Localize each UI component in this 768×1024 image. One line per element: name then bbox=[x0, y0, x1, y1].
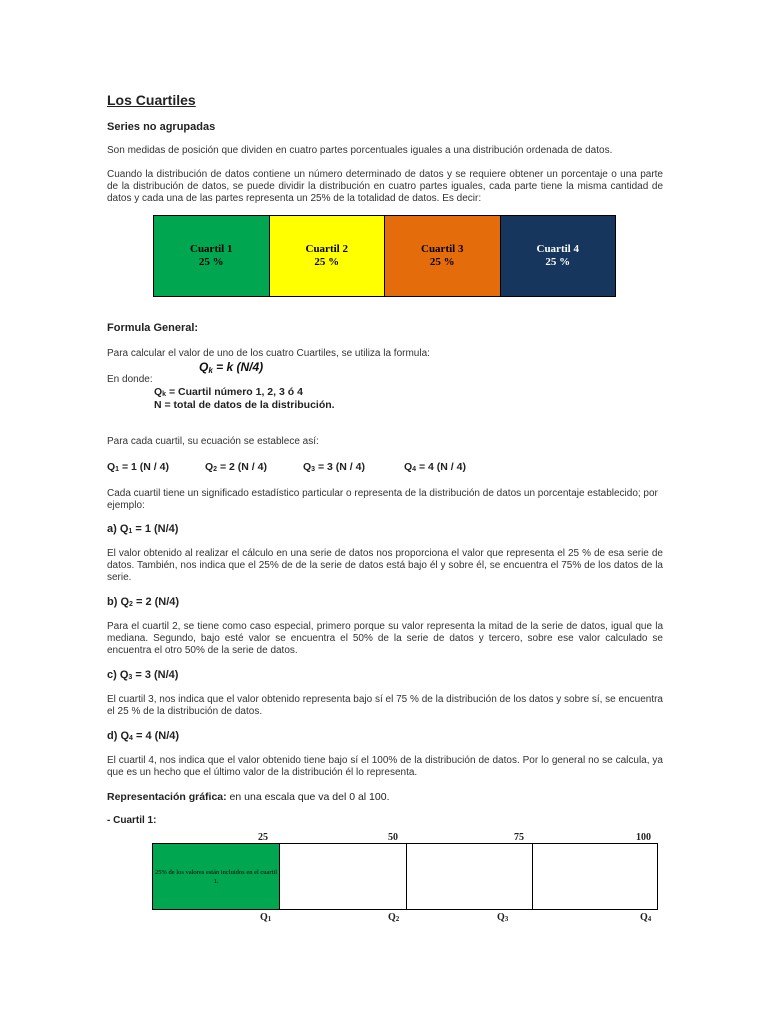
def-rest: = Cuartil número 1, 2, 3 ó 4 bbox=[166, 386, 303, 398]
eq-rest: = 2 (N / 4) bbox=[217, 461, 267, 473]
q-letter: Q bbox=[388, 912, 396, 923]
equation-q3: Q3 = 3 (N / 4) bbox=[303, 461, 365, 473]
scale-divider bbox=[279, 844, 280, 909]
scale-top-label: 75 bbox=[514, 832, 524, 843]
eq-sub: 2 bbox=[213, 466, 218, 473]
equation-q4: Q4 = 4 (N / 4) bbox=[404, 461, 466, 473]
section-d-text: El cuartil 4, nos indica que el valor obtenido tiene bajo sí el 100% de la distribución de datos. Por lo general no se calcula, ya que es un hecho que el último valor de la distribución él lo representa. bbox=[107, 755, 663, 778]
quartile-cell-4 bbox=[501, 216, 616, 296]
quartile-cell-label: Cuartil 3 bbox=[421, 243, 464, 255]
quartile-cell-pct: 25 % bbox=[545, 256, 571, 268]
def-sub: k bbox=[162, 391, 167, 398]
formula-intro: Para calcular el valor de uno de los cuatro Cuartiles, se utiliza la formula: bbox=[107, 348, 430, 359]
quartile-cell-3 bbox=[385, 216, 501, 296]
section-rest: = 1 (N/4) bbox=[132, 523, 179, 535]
meaning-paragraph: Cada cuartil tiene un significado estadístico particular o representa de la distribución de datos un porcentaje establecido; por ejemplo: bbox=[107, 488, 658, 511]
quartile-cell-pct: 25 % bbox=[429, 256, 455, 268]
intro-paragraph-1: Son medidas de posición que dividen en cuatro partes porcentuales iguales a una distribución ordenada de datos. bbox=[107, 145, 613, 156]
scale-grid bbox=[152, 843, 658, 910]
eq-rest: = 4 (N / 4) bbox=[416, 461, 466, 473]
scale-bottom-q3 bbox=[497, 912, 508, 923]
section-a-heading bbox=[107, 523, 178, 535]
section-a-text: El valor obtenido al realizar el cálculo en una serie de datos nos proporciona el valor que representa el 25 % de esa serie de datos. También, nos indica que el 25% de de la serie de datos está bajo él y sobre él, se encuentra el 75% de los datos de la serie. bbox=[107, 548, 663, 583]
quartile-cell-label: Cuartil 1 bbox=[190, 243, 233, 255]
q-letter: Q bbox=[497, 912, 505, 923]
eq-rest: = 1 (N / 4) bbox=[119, 461, 169, 473]
section-sub: 4 bbox=[129, 735, 133, 742]
quartile-cell-pct: 25 % bbox=[314, 256, 340, 268]
q-letter: Q bbox=[640, 912, 648, 923]
q-sub: 2 bbox=[395, 915, 400, 923]
quartile-cell-pct: 25 % bbox=[198, 256, 224, 268]
graph-heading: Representación gráfica: bbox=[107, 791, 227, 803]
quartile-cell-label: Cuartil 2 bbox=[305, 243, 348, 255]
scale-divider bbox=[532, 844, 533, 909]
intro-paragraph-2: Cuando la distribución de datos contiene un número determinado de datos y se requiere obtener un porcentaje o una parte de la distribución de datos, se puede dividir la distribución en cuatro partes iguales, cada parte tiene la misma cantidad de datos y cada una de las partes representa un 25% de la totalidad de datos. Es decir: bbox=[107, 169, 663, 204]
section-prefix: c) Q bbox=[107, 669, 129, 681]
graph-heading-line bbox=[107, 791, 390, 803]
formula-where: En donde: bbox=[107, 374, 153, 385]
section-subtitle: Series no agrupadas bbox=[107, 121, 216, 133]
quartile-table bbox=[153, 215, 616, 297]
section-prefix: d) Q bbox=[107, 730, 129, 742]
formula-q: Q bbox=[199, 360, 209, 374]
scale-bottom-q1 bbox=[260, 912, 271, 923]
scale-bottom-q2 bbox=[388, 912, 399, 923]
scale-divider bbox=[406, 844, 407, 909]
def-q: Q bbox=[154, 386, 163, 398]
section-rest: = 3 (N/4) bbox=[132, 669, 179, 681]
scale-bottom-q4 bbox=[640, 912, 651, 923]
formula-sub: k bbox=[208, 366, 213, 375]
quartile-1-fill bbox=[153, 844, 279, 909]
q-letter: Q bbox=[260, 912, 268, 923]
quartile-cell-1 bbox=[154, 216, 270, 296]
formula-def-2: N = total de datos de la distribución. bbox=[154, 399, 335, 411]
section-prefix: a) Q bbox=[107, 523, 129, 535]
cuartil-1-label: - Cuartil 1: bbox=[107, 815, 157, 826]
formula-def-1 bbox=[154, 386, 303, 398]
formula-heading: Formula General: bbox=[107, 322, 199, 334]
section-d-heading bbox=[107, 730, 179, 742]
section-rest: = 4 (N/4) bbox=[132, 730, 180, 742]
formula-rest: = k (N/4) bbox=[212, 360, 264, 374]
section-sub: 3 bbox=[128, 674, 133, 681]
equation-q2: Q2 = 2 (N / 4) bbox=[205, 461, 267, 473]
section-sub: 2 bbox=[129, 601, 133, 608]
eq-sub: 3 bbox=[311, 466, 316, 473]
graph-heading-rest: en una escala que va del 0 al 100. bbox=[226, 791, 390, 803]
equation-q1: Q1 = 1 (N / 4) bbox=[107, 461, 169, 473]
quartile-cell-label: Cuartil 4 bbox=[536, 243, 579, 255]
q-sub: 4 bbox=[647, 915, 652, 923]
section-sub: 1 bbox=[128, 528, 133, 535]
section-b-text: Para el cuartil 2, se tiene como caso especial, primero porque su valor representa la mitad de la serie de datos, igual que la mediana. Segundo, bajo esté valor se encuentra el 50% de la serie de datos y tercero, sobre ese valor calculado se encuentra el otro 50% de la serie de datos. bbox=[107, 621, 663, 656]
scale-top-label: 50 bbox=[388, 832, 398, 843]
quartile-cell-2 bbox=[270, 216, 386, 296]
scale-top-label: 25 bbox=[258, 832, 268, 843]
formula-main bbox=[199, 360, 263, 375]
page-title: Los Cuartiles bbox=[107, 92, 196, 108]
section-rest: = 2 (N/4) bbox=[132, 596, 180, 608]
section-c-text: El cuartil 3, nos indica que el valor obtenido representa bajo sí el 75 % de la distribución de los datos y sobre sí, se encuentra el 25 % de la distribución de datos. bbox=[107, 694, 663, 717]
eq-sub: 4 bbox=[412, 466, 417, 473]
each-quartile-text: Para cada cuartil, su ecuación se establece así: bbox=[107, 436, 319, 447]
eq-sub: 1 bbox=[115, 466, 120, 473]
fill-note: 25% de los valores están incluidos en el cuartil 1. bbox=[154, 868, 278, 885]
q-sub: 1 bbox=[267, 915, 272, 923]
q-sub: 3 bbox=[504, 915, 509, 923]
section-c-heading bbox=[107, 669, 178, 681]
section-b-heading bbox=[107, 596, 179, 608]
scale-top-label: 100 bbox=[636, 832, 651, 843]
eq-rest: = 3 (N / 4) bbox=[315, 461, 365, 473]
section-prefix: b) Q bbox=[107, 596, 129, 608]
